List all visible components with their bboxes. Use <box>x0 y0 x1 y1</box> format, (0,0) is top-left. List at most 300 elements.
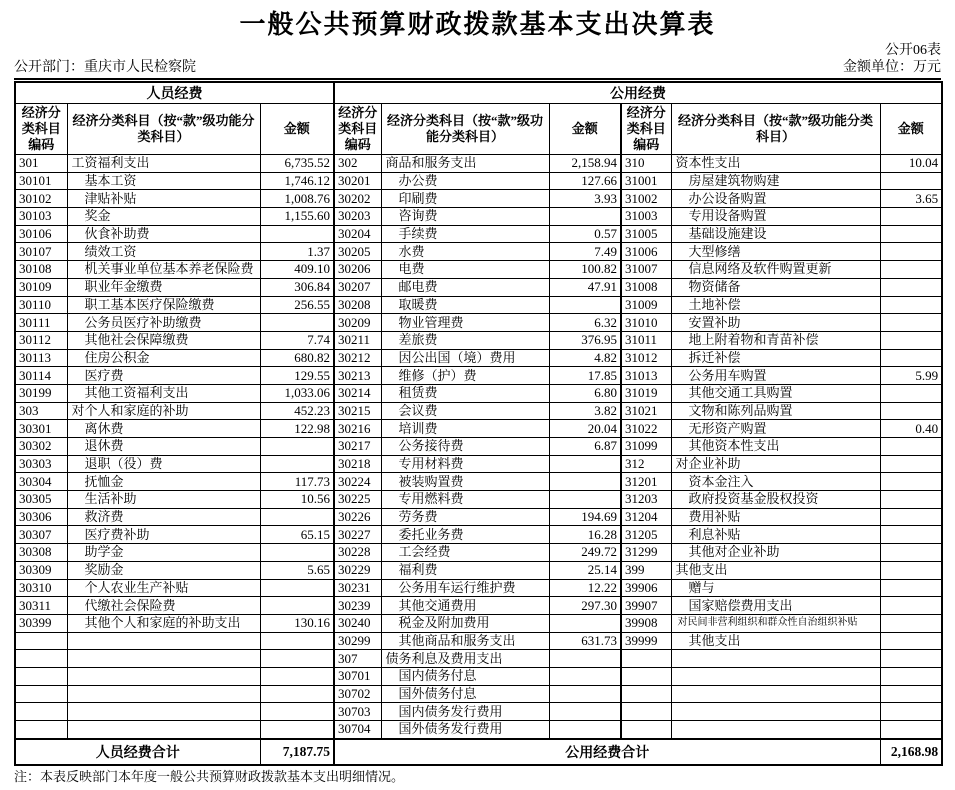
code-cell: 31019 <box>621 384 671 402</box>
table-row <box>15 261 942 279</box>
subject-cell: 大型修缮 <box>671 243 880 261</box>
code-cell: 30214 <box>334 384 381 402</box>
amount-cell: 297.30 <box>549 597 621 615</box>
amount-cell <box>880 685 942 703</box>
subject-cell: 国内债务发行费用 <box>381 703 549 721</box>
code-cell: 30310 <box>15 579 67 597</box>
table-row <box>15 632 942 650</box>
subject-cell: 委托业务费 <box>381 526 549 544</box>
amount-cell: 4.82 <box>549 349 621 367</box>
code-cell: 30299 <box>334 632 381 650</box>
subject-cell: 被装购置费 <box>381 473 549 491</box>
subject-column-header: 经济分类科目（按“款”级功能分类科目） <box>67 104 260 155</box>
subject-cell: 津贴补贴 <box>67 190 260 208</box>
code-cell: 30309 <box>15 561 67 579</box>
code-cell: 30231 <box>334 579 381 597</box>
code-cell: 31013 <box>621 367 671 385</box>
code-cell: 30704 <box>334 721 381 739</box>
code-cell: 30217 <box>334 438 381 456</box>
code-cell: 30399 <box>15 614 67 632</box>
group-header-personnel: 人员经费 <box>15 82 334 104</box>
code-cell <box>621 721 671 739</box>
subject-cell: 培训费 <box>381 420 549 438</box>
subject-cell <box>671 667 880 685</box>
subject-cell: 退休费 <box>67 438 260 456</box>
subject-cell: 奖金 <box>67 208 260 226</box>
code-cell: 31003 <box>621 208 671 226</box>
amount-cell <box>260 721 334 739</box>
amount-cell: 6,735.52 <box>260 155 334 173</box>
table-body <box>15 155 942 739</box>
table-row <box>15 438 942 456</box>
code-cell: 31001 <box>621 172 671 190</box>
table-row <box>15 172 942 190</box>
subject-cell <box>671 703 880 721</box>
amount-cell: 127.66 <box>549 172 621 190</box>
amount-cell: 452.23 <box>260 402 334 420</box>
amount-cell <box>549 296 621 314</box>
code-cell: 30109 <box>15 278 67 296</box>
subject-cell: 土地补偿 <box>671 296 880 314</box>
amount-cell: 16.28 <box>549 526 621 544</box>
code-cell: 30227 <box>334 526 381 544</box>
subject-cell: 税金及附加费用 <box>381 614 549 632</box>
subject-cell: 资本金注入 <box>671 473 880 491</box>
code-cell: 30239 <box>334 597 381 615</box>
amount-cell: 65.15 <box>260 526 334 544</box>
subject-cell: 专用燃料费 <box>381 491 549 509</box>
subject-cell: 办公设备购置 <box>671 190 880 208</box>
subject-cell: 其他商品和服务支出 <box>381 632 549 650</box>
personnel-total-label: 人员经费合计 <box>15 739 260 765</box>
amount-cell <box>880 597 942 615</box>
amount-cell <box>549 685 621 703</box>
amount-cell <box>260 225 334 243</box>
subject-cell: 债务利息及费用支出 <box>381 650 549 668</box>
amount-cell <box>260 597 334 615</box>
amount-cell <box>260 650 334 668</box>
amount-cell <box>880 614 942 632</box>
code-cell <box>621 703 671 721</box>
subject-cell: 绩效工资 <box>67 243 260 261</box>
subject-cell: 其他支出 <box>671 561 880 579</box>
subject-cell: 工会经费 <box>381 544 549 562</box>
subject-cell: 房屋建筑物购建 <box>671 172 880 190</box>
code-cell: 30303 <box>15 455 67 473</box>
subject-cell <box>67 667 260 685</box>
code-cell: 30203 <box>334 208 381 226</box>
code-cell: 30703 <box>334 703 381 721</box>
group-header-public: 公用经费 <box>334 82 942 104</box>
amount-cell <box>880 402 942 420</box>
code-cell: 30206 <box>334 261 381 279</box>
code-cell: 30305 <box>15 491 67 509</box>
code-cell <box>15 650 67 668</box>
subject-cell <box>671 685 880 703</box>
subject-cell: 因公出国（境）费用 <box>381 349 549 367</box>
table-row <box>15 561 942 579</box>
amount-cell: 17.85 <box>549 367 621 385</box>
subject-cell: 职业年金缴费 <box>67 278 260 296</box>
code-cell: 30102 <box>15 190 67 208</box>
amount-cell <box>880 526 942 544</box>
amount-cell <box>260 544 334 562</box>
amount-cell: 631.73 <box>549 632 621 650</box>
subject-cell: 个人农业生产补贴 <box>67 579 260 597</box>
subject-cell: 专用设备购置 <box>671 208 880 226</box>
amount-cell <box>260 438 334 456</box>
amount-cell <box>880 579 942 597</box>
code-cell: 39907 <box>621 597 671 615</box>
code-column-header: 经济分类科目编码 <box>334 104 381 155</box>
code-cell: 30209 <box>334 314 381 332</box>
amount-cell: 0.40 <box>880 420 942 438</box>
code-cell <box>621 685 671 703</box>
code-cell: 30225 <box>334 491 381 509</box>
code-cell: 39908 <box>621 614 671 632</box>
amount-cell <box>260 579 334 597</box>
code-cell: 30108 <box>15 261 67 279</box>
amount-cell: 376.95 <box>549 331 621 349</box>
amount-cell: 10.04 <box>880 155 942 173</box>
amount-cell <box>880 667 942 685</box>
subject-cell <box>67 632 260 650</box>
table-row <box>15 367 942 385</box>
amount-cell <box>260 685 334 703</box>
subject-cell: 退职（役）费 <box>67 455 260 473</box>
subject-cell: 印刷费 <box>381 190 549 208</box>
amount-cell: 409.10 <box>260 261 334 279</box>
subject-cell: 助学金 <box>67 544 260 562</box>
code-cell: 30103 <box>15 208 67 226</box>
table-row <box>15 491 942 509</box>
code-cell: 31010 <box>621 314 671 332</box>
amount-column-header: 金额 <box>260 104 334 155</box>
amount-cell <box>549 614 621 632</box>
code-cell: 30218 <box>334 455 381 473</box>
amount-cell <box>549 721 621 739</box>
subject-cell: 职工基本医疗保险缴费 <box>67 296 260 314</box>
amount-cell <box>880 208 942 226</box>
subject-cell: 电费 <box>381 261 549 279</box>
amount-cell: 12.22 <box>549 579 621 597</box>
code-cell: 30216 <box>334 420 381 438</box>
code-cell: 31201 <box>621 473 671 491</box>
code-cell: 30112 <box>15 331 67 349</box>
code-cell: 30111 <box>15 314 67 332</box>
amount-cell: 6.32 <box>549 314 621 332</box>
subject-cell: 邮电费 <box>381 278 549 296</box>
code-cell: 31021 <box>621 402 671 420</box>
code-cell: 30207 <box>334 278 381 296</box>
amount-cell <box>549 208 621 226</box>
subject-cell: 其他交通工具购置 <box>671 384 880 402</box>
subject-cell: 差旅费 <box>381 331 549 349</box>
subject-cell: 国内债务付息 <box>381 667 549 685</box>
code-cell: 39906 <box>621 579 671 597</box>
code-cell: 30240 <box>334 614 381 632</box>
code-cell: 307 <box>334 650 381 668</box>
subject-cell <box>67 650 260 668</box>
amount-cell <box>880 172 942 190</box>
subject-cell: 办公费 <box>381 172 549 190</box>
amount-cell <box>880 349 942 367</box>
subject-cell: 基本工资 <box>67 172 260 190</box>
amount-cell: 1,008.76 <box>260 190 334 208</box>
amount-cell <box>880 544 942 562</box>
public-total-amount: 2,168.98 <box>880 739 942 765</box>
code-cell: 30302 <box>15 438 67 456</box>
subject-cell: 咨询费 <box>381 208 549 226</box>
code-cell: 303 <box>15 402 67 420</box>
subject-cell: 住房公积金 <box>67 349 260 367</box>
amount-cell <box>880 261 942 279</box>
code-cell: 30702 <box>334 685 381 703</box>
subject-cell: 无形资产购置 <box>671 420 880 438</box>
subject-cell: 其他个人和家庭的补助支出 <box>67 614 260 632</box>
amount-cell <box>880 455 942 473</box>
subject-cell: 地上附着物和青苗补偿 <box>671 331 880 349</box>
subject-cell: 生活补助 <box>67 491 260 509</box>
amount-cell: 25.14 <box>549 561 621 579</box>
public-total-label: 公用经费合计 <box>334 739 880 765</box>
subject-cell: 物业管理费 <box>381 314 549 332</box>
subject-cell: 其他对企业补助 <box>671 544 880 562</box>
table-info-row <box>14 59 941 80</box>
amount-cell: 194.69 <box>549 508 621 526</box>
table-row <box>15 650 942 668</box>
code-cell: 30199 <box>15 384 67 402</box>
code-cell: 30306 <box>15 508 67 526</box>
footnote: 注：本表反映部门本年度一般公共预算财政拨款基本支出明细情况。 <box>14 768 405 784</box>
subject-cell: 取暖费 <box>381 296 549 314</box>
code-cell: 30113 <box>15 349 67 367</box>
code-cell: 30304 <box>15 473 67 491</box>
amount-cell <box>260 508 334 526</box>
amount-cell: 2,158.94 <box>549 155 621 173</box>
table-number: 公开06表 <box>885 43 941 58</box>
subject-cell <box>67 703 260 721</box>
amount-cell <box>880 561 942 579</box>
amount-column-header: 金额 <box>549 104 621 155</box>
subject-cell: 医疗费补助 <box>67 526 260 544</box>
amount-cell <box>880 331 942 349</box>
amount-cell: 47.91 <box>549 278 621 296</box>
code-cell: 30212 <box>334 349 381 367</box>
table-row <box>15 544 942 562</box>
table-row <box>15 614 942 632</box>
subject-cell: 劳务费 <box>381 508 549 526</box>
code-cell <box>621 650 671 668</box>
amount-cell: 1,033.06 <box>260 384 334 402</box>
table-row <box>15 526 942 544</box>
amount-cell: 7.74 <box>260 331 334 349</box>
subject-cell <box>67 685 260 703</box>
subject-cell: 抚恤金 <box>67 473 260 491</box>
subject-cell: 商品和服务支出 <box>381 155 549 173</box>
code-cell: 31011 <box>621 331 671 349</box>
code-cell: 399 <box>621 561 671 579</box>
personnel-total-amount: 7,187.75 <box>260 739 334 765</box>
table-row <box>15 190 942 208</box>
budget-table <box>14 81 943 766</box>
amount-column-header: 金额 <box>880 104 942 155</box>
subject-cell: 政府投资基金股权投资 <box>671 491 880 509</box>
code-cell <box>15 721 67 739</box>
code-cell: 30224 <box>334 473 381 491</box>
code-cell: 312 <box>621 455 671 473</box>
subject-cell: 安置补助 <box>671 314 880 332</box>
subject-cell: 会议费 <box>381 402 549 420</box>
amount-cell: 130.16 <box>260 614 334 632</box>
amount-cell <box>260 703 334 721</box>
table-row <box>15 243 942 261</box>
amount-cell <box>260 667 334 685</box>
amount-cell: 7.49 <box>549 243 621 261</box>
amount-cell <box>880 243 942 261</box>
code-cell: 30311 <box>15 597 67 615</box>
subject-cell: 奖励金 <box>67 561 260 579</box>
amount-cell: 5.65 <box>260 561 334 579</box>
code-cell: 31009 <box>621 296 671 314</box>
amount-cell <box>880 632 942 650</box>
amount-cell: 5.99 <box>880 367 942 385</box>
code-cell: 39999 <box>621 632 671 650</box>
subject-cell: 赠与 <box>671 579 880 597</box>
code-cell: 31002 <box>621 190 671 208</box>
table-row <box>15 314 942 332</box>
code-cell: 30208 <box>334 296 381 314</box>
code-cell: 30202 <box>334 190 381 208</box>
amount-cell: 100.82 <box>549 261 621 279</box>
code-cell: 310 <box>621 155 671 173</box>
subject-cell: 国家赔偿费用支出 <box>671 597 880 615</box>
code-column-header: 经济分类科目编码 <box>621 104 671 155</box>
amount-cell <box>549 491 621 509</box>
code-cell: 30101 <box>15 172 67 190</box>
amount-cell <box>880 384 942 402</box>
amount-cell: 3.82 <box>549 402 621 420</box>
amount-cell: 1,746.12 <box>260 172 334 190</box>
table-row <box>15 455 942 473</box>
subject-cell: 水费 <box>381 243 549 261</box>
code-cell <box>621 667 671 685</box>
amount-cell: 3.65 <box>880 190 942 208</box>
amount-cell <box>549 455 621 473</box>
subject-cell: 维修（护）费 <box>381 367 549 385</box>
amount-cell <box>880 473 942 491</box>
code-cell <box>15 632 67 650</box>
subject-cell: 机关事业单位基本养老保险费 <box>67 261 260 279</box>
subject-cell: 其他工资福利支出 <box>67 384 260 402</box>
amount-cell <box>880 491 942 509</box>
subject-cell: 伙食补助费 <box>67 225 260 243</box>
amount-cell <box>880 296 942 314</box>
total-row <box>15 739 942 765</box>
amount-cell: 6.80 <box>549 384 621 402</box>
unit-label: 金额单位：万元 <box>843 60 941 75</box>
amount-cell <box>880 703 942 721</box>
subject-cell: 拆迁补偿 <box>671 349 880 367</box>
code-cell: 31008 <box>621 278 671 296</box>
subject-cell: 其他交通费用 <box>381 597 549 615</box>
subject-cell: 工资福利支出 <box>67 155 260 173</box>
table-row <box>15 225 942 243</box>
subject-cell: 其他支出 <box>671 632 880 650</box>
group-header-row <box>15 82 942 104</box>
subject-cell: 对民间非营利组织和群众性自治组织补贴 <box>671 614 880 632</box>
amount-cell: 122.98 <box>260 420 334 438</box>
subject-cell: 其他社会保障缴费 <box>67 331 260 349</box>
subject-cell: 公务员医疗补助缴费 <box>67 314 260 332</box>
amount-cell <box>260 632 334 650</box>
table-row <box>15 155 942 173</box>
amount-cell <box>880 650 942 668</box>
code-cell: 30228 <box>334 544 381 562</box>
subject-cell <box>67 721 260 739</box>
table-row <box>15 473 942 491</box>
table-row <box>15 349 942 367</box>
code-cell: 31099 <box>621 438 671 456</box>
subject-cell: 利息补贴 <box>671 526 880 544</box>
amount-cell: 1.37 <box>260 243 334 261</box>
amount-cell <box>549 650 621 668</box>
amount-cell <box>260 314 334 332</box>
subject-column-header: 经济分类科目（按“款”级功能分类科目） <box>381 104 549 155</box>
code-cell: 30114 <box>15 367 67 385</box>
amount-cell: 6.87 <box>549 438 621 456</box>
table-row <box>15 579 942 597</box>
code-cell: 30205 <box>334 243 381 261</box>
amount-cell <box>549 667 621 685</box>
table-row <box>15 721 942 739</box>
code-cell: 30215 <box>334 402 381 420</box>
subject-cell: 专用材料费 <box>381 455 549 473</box>
code-cell: 301 <box>15 155 67 173</box>
code-cell: 31205 <box>621 526 671 544</box>
amount-cell: 10.56 <box>260 491 334 509</box>
subject-column-header: 经济分类科目（按“款”级功能分类科目） <box>671 104 880 155</box>
subject-cell: 国外债务发行费用 <box>381 721 549 739</box>
code-cell: 30301 <box>15 420 67 438</box>
code-cell <box>15 703 67 721</box>
code-cell: 30229 <box>334 561 381 579</box>
table-row <box>15 208 942 226</box>
subject-cell: 基础设施建设 <box>671 225 880 243</box>
table-row <box>15 331 942 349</box>
code-cell: 30308 <box>15 544 67 562</box>
table-row <box>15 508 942 526</box>
code-cell: 31005 <box>621 225 671 243</box>
amount-cell: 20.04 <box>549 420 621 438</box>
amount-cell: 256.55 <box>260 296 334 314</box>
subject-cell: 文物和陈列品购置 <box>671 402 880 420</box>
amount-cell: 0.57 <box>549 225 621 243</box>
subject-cell: 国外债务付息 <box>381 685 549 703</box>
code-cell: 30204 <box>334 225 381 243</box>
code-cell <box>15 667 67 685</box>
subject-cell <box>671 721 880 739</box>
code-cell: 30307 <box>15 526 67 544</box>
amount-cell <box>260 455 334 473</box>
amount-cell <box>880 278 942 296</box>
table-row <box>15 685 942 703</box>
code-cell: 31299 <box>621 544 671 562</box>
amount-cell <box>880 438 942 456</box>
table-row <box>15 402 942 420</box>
subject-cell: 手续费 <box>381 225 549 243</box>
amount-cell: 1,155.60 <box>260 208 334 226</box>
